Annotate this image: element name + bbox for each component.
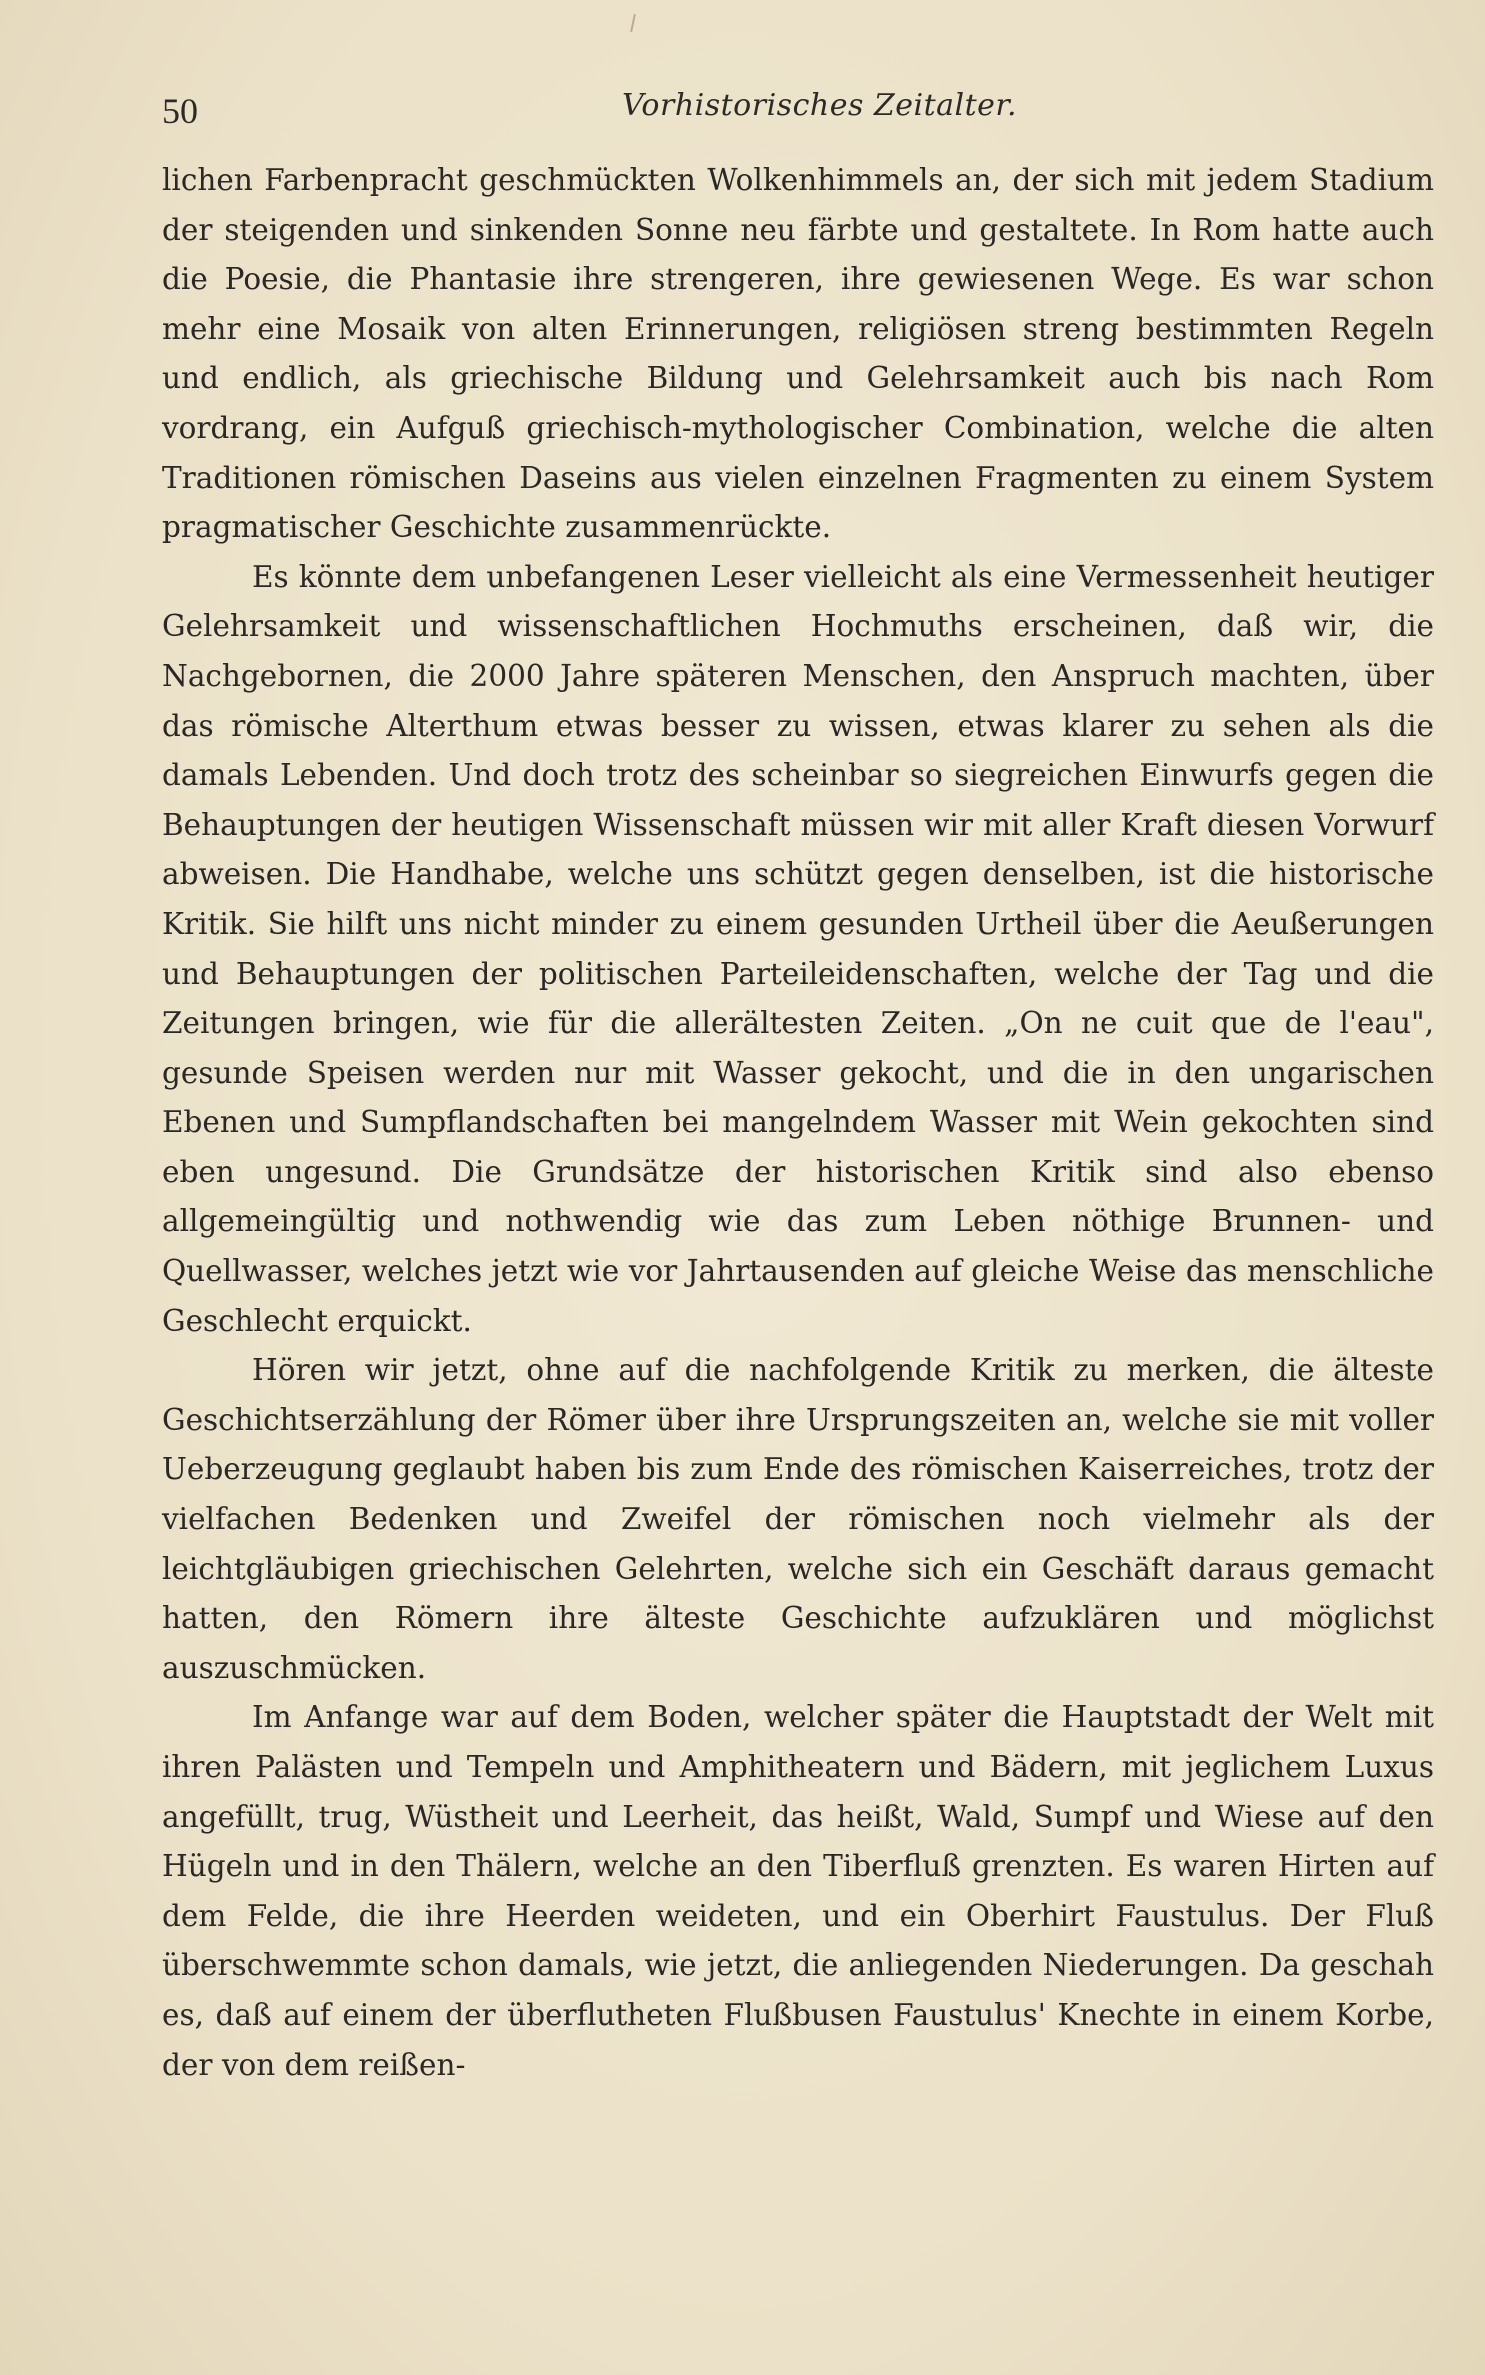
paragraph-3: Hören wir jetzt, ohne auf die nachfolgende Kritik zu merken, die älteste Geschichtserzählung der Römer über ihre Ursprungszeiten an, welche sie mit voller Ueberzeugung geglaubt haben bis zum Ende des römischen Kaiserreiches, trotz der vielfachen Bedenken und Zweifel der römischen noch vielmehr als der leichtgläubigen griechischen Gelehrten, welche sich ein Geschäft daraus gemacht hatten, den Römern ihre älteste Geschichte aufzuklären und möglichst auszuschmücken. (162, 1353, 1434, 1685)
body-text (162, 156, 1434, 2090)
page-number: 50 (162, 91, 198, 131)
running-head: Vorhistorisches Zeitalter. (622, 88, 1018, 123)
paragraph-2: Es könnte dem unbefangenen Leser vielleicht als eine Vermessenheit heutiger Gelehrsamkeit und wissenschaftlichen Hochmuths erscheinen, daß wir, die Nachgebornen, die 2000 Jahre späteren Menschen, den Anspruch machten, über das römische Alterthum etwas besser zu wissen, etwas klarer zu sehen als die damals Lebenden. Und doch trotz des scheinbar so siegreichen Einwurfs gegen die Behauptungen der heutigen Wissenschaft müssen wir mit aller Kraft diesen Vorwurf abweisen. Die Handhabe, welche uns schützt gegen denselben, ist die historische Kritik. Sie hilft uns nicht minder zu einem gesunden Urtheil über die Aeußerungen und Behauptungen der politischen Parteileidenschaften, welche der Tag und die Zeitungen bringen, wie für die allerältesten Zeiten. „On ne cuit que de l'eau", gesunde Speisen werden nur mit Wasser gekocht, und die in den ungarischen Ebenen und Sumpflandschaften bei mangelndem Wasser mit Wein gekochten sind eben ungesund. Die Grundsätze der historischen Kritik sind also ebenso allgemeingültig und nothwendig wie das zum Leben nöthige Brunnen- und Quellwasser, welches jetzt wie vor Jahrtausenden auf gleiche Weise das menschliche Geschlecht erquickt. (162, 559, 1434, 1338)
paragraph-1: lichen Farbenpracht geschmückten Wolkenhimmels an, der sich mit jedem Stadium der steigenden und sinkenden Sonne neu färbte und gestaltete. In Rom hatte auch die Poesie, die Phantasie ihre strengeren, ihre gewiesenen Wege. Es war schon mehr eine Mosaik von alten Erinnerungen, religiösen streng bestimmten Regeln und endlich, als griechische Bildung und Gelehrsamkeit auch bis nach Rom vordrang, ein Aufguß griechisch-mythologischer Combination, welche die alten Traditionen römischen Daseins aus vielen einzelnen Fragmenten zu einem System pragmatischer Geschichte zusammenrückte. (162, 163, 1434, 545)
paragraph-4: Im Anfange war auf dem Boden, welcher später die Hauptstadt der Welt mit ihren Palästen und Tempeln und Amphitheatern und Bädern, mit jeglichem Luxus angefüllt, trug, Wüstheit und Leerheit, das heißt, Wald, Sumpf und Wiese auf den Hügeln und in den Thälern, welche an den Tiberfluß grenzten. Es waren Hirten auf dem Felde, die ihre Heerden weideten, und ein Oberhirt Faustulus. Der Fluß überschwemmte schon damals, wie jetzt, die anliegenden Niederungen. Da geschah es, daß auf einem der überflutheten Flußbusen Faustulus' Knechte in einem Korbe, der von dem reißen- (162, 1700, 1434, 2082)
page-header (162, 82, 1432, 132)
ink-mark (630, 14, 636, 32)
